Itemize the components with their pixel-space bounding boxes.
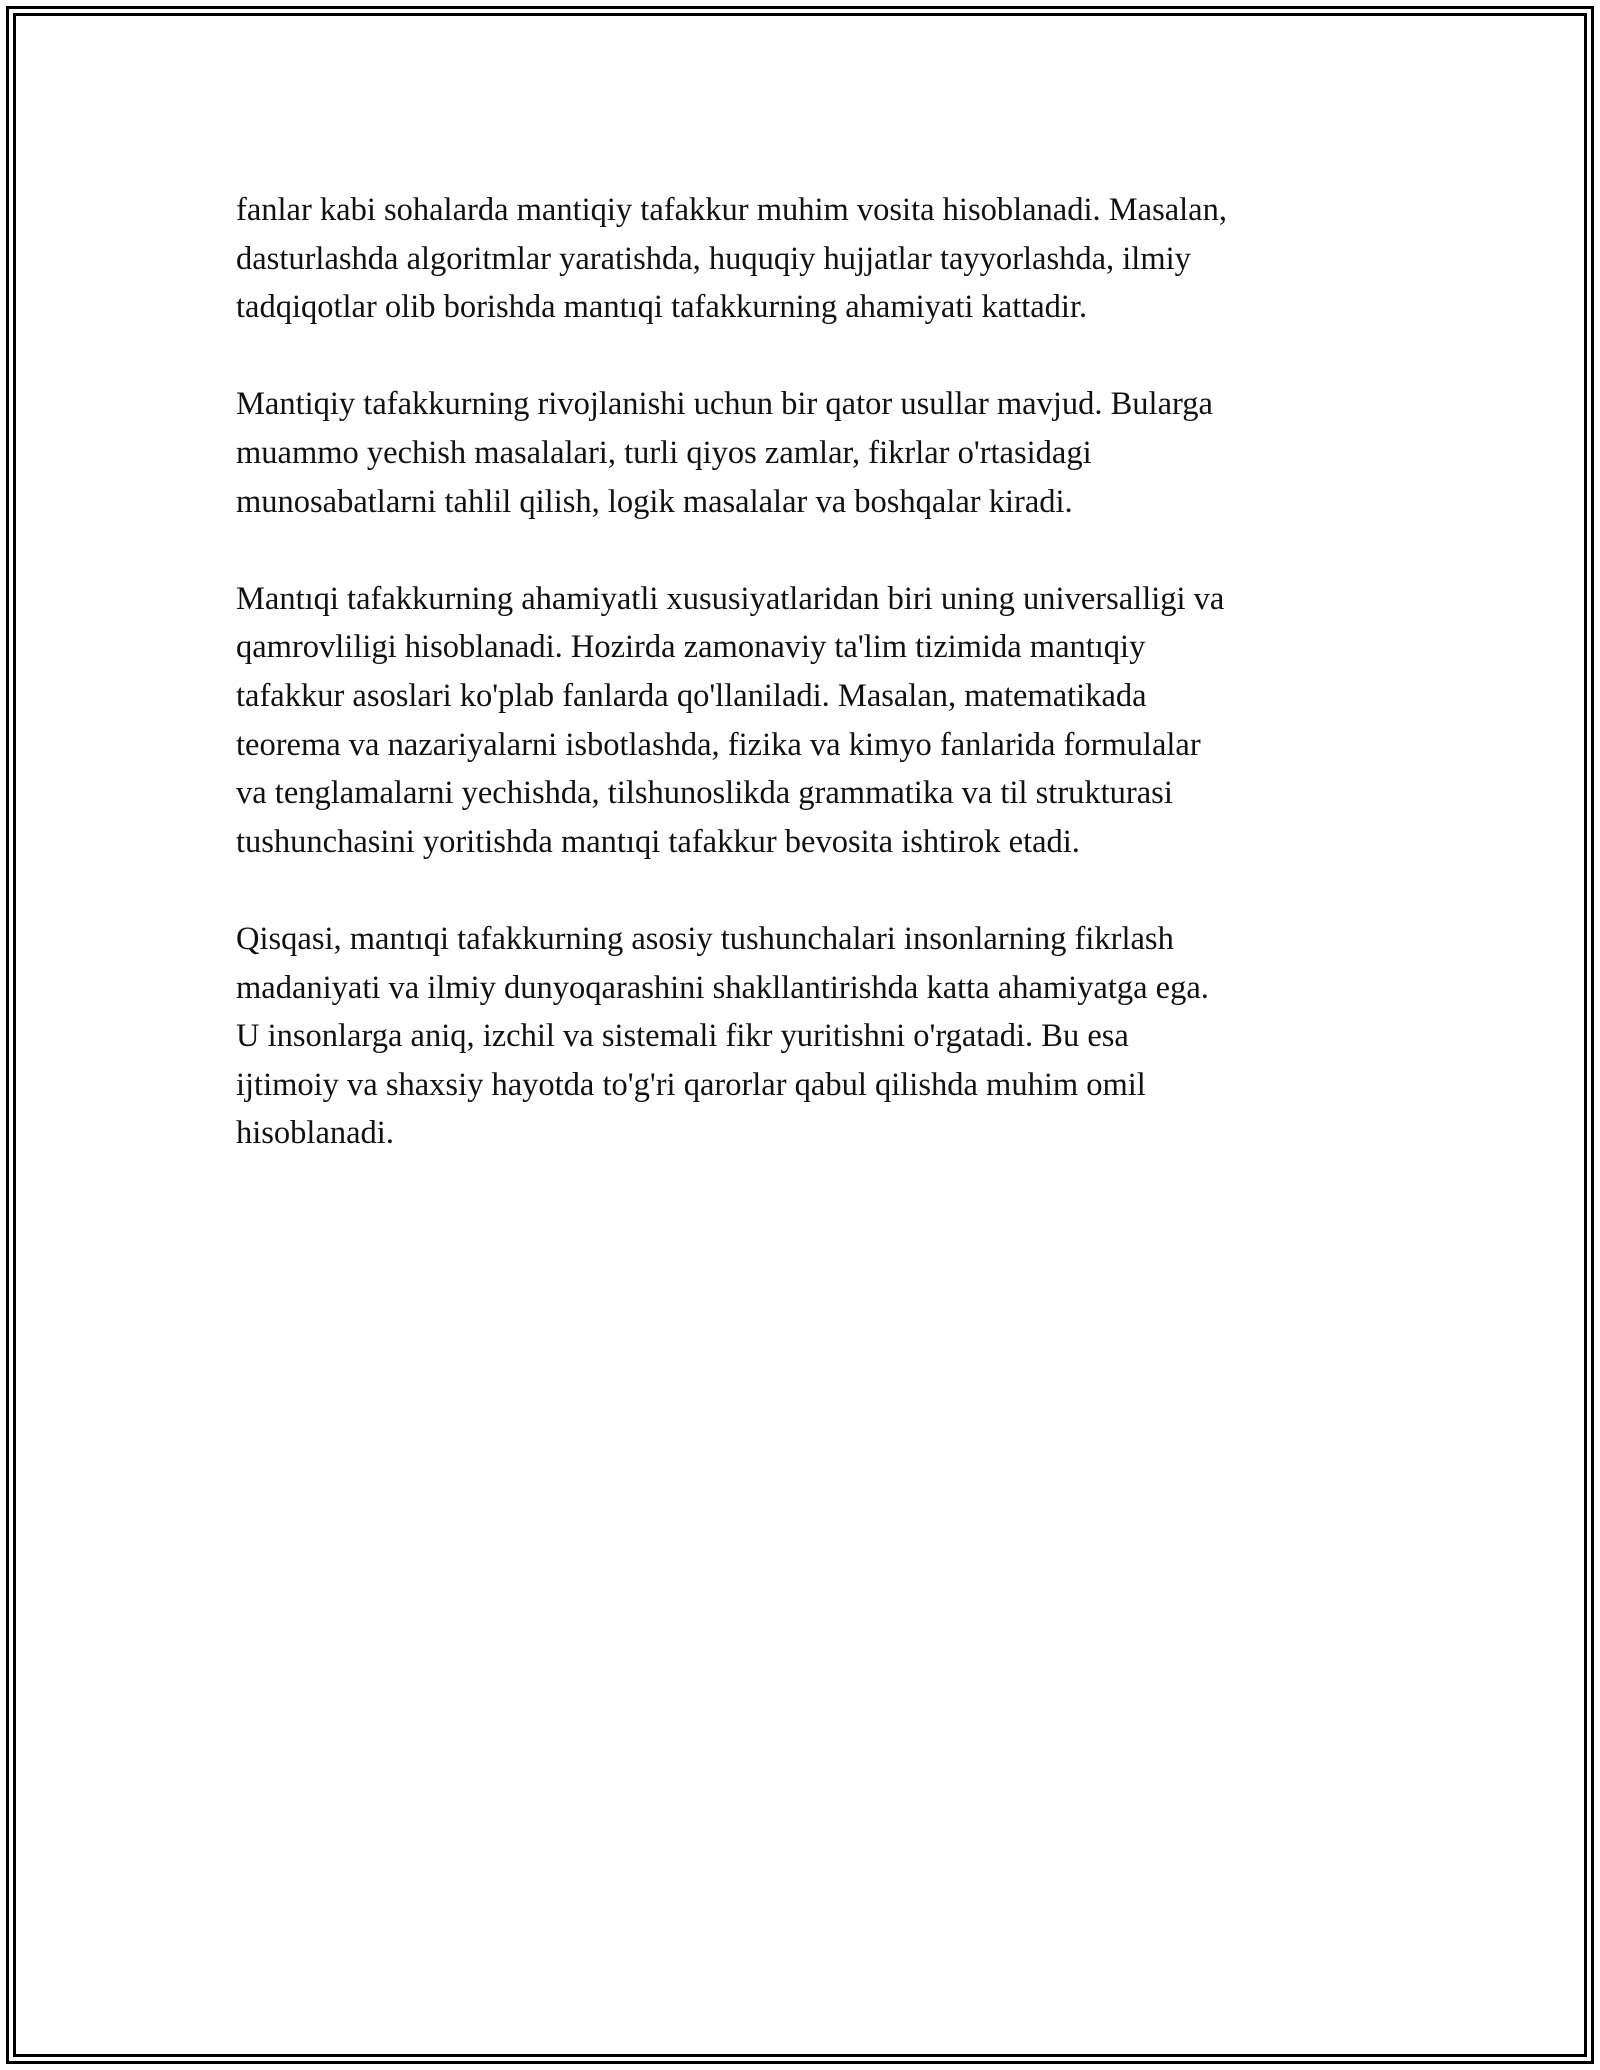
paragraph-2 [236, 380, 1366, 526]
text-line: tafakkur asoslari ko'plab fanlarda qo'llaniladi. Masalan, matematikada [236, 677, 1147, 714]
text-line: U insonlarga aniq, izchil va sistemali fikr yuritishni o'rgatadi. Bu esa [236, 1018, 1129, 1055]
text-line: teorema va nazariyalarni isbotlashda, fizika va kimyo fanlarida formulalar [236, 726, 1201, 763]
text-line: fanlar kabi sohalarda mantiqiy tafakkur muhim vosita hisoblanadi. Masalan, [236, 192, 1227, 228]
text-line: Mantiqiy tafakkurning rivojlanishi uchun bir qator usullar mavjud. Bularga [236, 386, 1213, 423]
paragraph-4 [236, 915, 1366, 1158]
text-line: va tenglamalarni yechishda, tilshunoslikda grammatika va til strukturasi [236, 775, 1173, 812]
text-line: hisoblanadi. [236, 1115, 394, 1152]
text-line: dasturlashda algoritmlar yaratishda, huquqiy hujjatlar tayyorlashda, ilmiy [236, 240, 1191, 277]
text-line: ijtimoiy va shaxsiy hayotda to'g'ri qarorlar qabul qilishda muhim omil [236, 1066, 1146, 1103]
paragraph-3 [236, 575, 1366, 867]
document-body [236, 186, 1366, 1206]
text-line: muammo yechish masalalari, turli qiyos zamlar, fikrlar o'rtasidagi [236, 434, 1092, 471]
text-line: tadqiqotlar olib borishda mantıqi tafakkurning ahamiyati kattadir. [236, 289, 1088, 326]
text-line: madaniyati va ilmiy dunyoqarashini shakllantirishda katta ahamiyatga ega. [236, 969, 1209, 1006]
text-line: qamrovliligi hisoblanadi. Hozirda zamonaviy ta'lim tizimida mantıqiy [236, 629, 1146, 666]
paragraph-1 [236, 186, 1366, 332]
text-line: tushunchasini yoritishda mantıqi tafakkur bevosita ishtirok etadi. [236, 823, 1080, 860]
text-line: munosabatlarni tahlil qilish, logik masalalar va boshqalar kiradi. [236, 483, 1073, 520]
text-line: Qisqasi, mantıqi tafakkurning asosiy tushunchalari insonlarning fikrlash [236, 920, 1174, 957]
text-line: Mantıqi tafakkurning ahamiyatli xususiyatlaridan biri uning universalligi va [236, 580, 1225, 617]
